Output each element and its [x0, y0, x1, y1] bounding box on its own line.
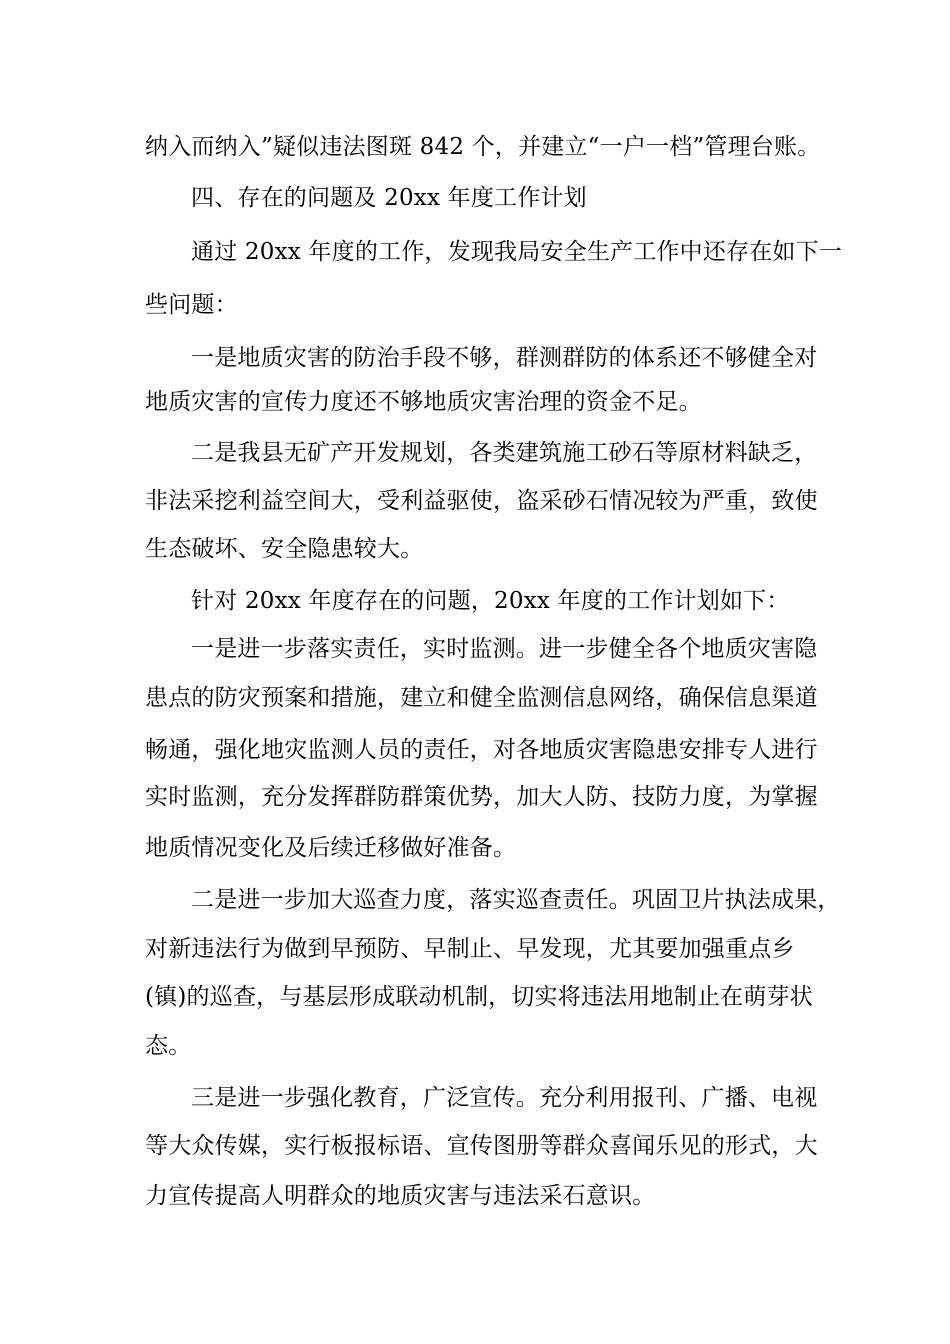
text-line: 三是进一步强化教育，广泛宣传。充分利用报刊、广播、电视	[191, 1085, 818, 1111]
text-line: 一是地质灾害的防治手段不够，群测群防的体系还不够健全对	[191, 345, 818, 371]
text-line: 地质情况变化及后续迁移做好准备。	[145, 835, 517, 861]
text-line: 实时监测，充分发挥群防群策优势，加大人防、技防力度，为掌握	[145, 784, 818, 810]
text-line: 二是我县无矿产开发规划，各类建筑施工砂石等原材料缺乏，	[191, 440, 818, 466]
text-line: 态。	[145, 1033, 192, 1059]
text-line: 对新违法行为做到早预防、早制止、早发现，尤其要加强重点乡	[145, 936, 795, 962]
text-line: 纳入而纳入”疑似违法图斑 842 个，并建立“一户一档”管理台账。	[145, 134, 821, 160]
text-line: 力宣传提高人明群众的地质灾害与违法采石意识。	[145, 1183, 656, 1209]
text-line: 患点的防灾预案和措施，建立和健全监测信息网络，确保信息渠道	[145, 685, 818, 711]
text-line: 等大众传媒，实行板报标语、宣传图册等群众喜闻乐见的形式，大	[145, 1133, 818, 1159]
text-line: 非法采挖利益空间大，受利益驱使，盗采砂石情况较为严重，致使	[145, 488, 818, 514]
text-line: 针对 20xx 年度存在的问题，20xx 年度的工作计划如下：	[191, 588, 790, 614]
text-line: 些问题：	[145, 292, 238, 318]
text-line: 一是进一步落实责任，实时监测。进一步健全各个地质灾害隐	[191, 636, 818, 662]
text-line: 地质灾害的宣传力度还不够地质灾害治理的资金不足。	[145, 389, 702, 415]
section-heading: 四、存在的问题及 20xx 年度工作计划	[191, 185, 587, 211]
text-line: 畅通，强化地灾监测人员的责任，对各地质灾害隐患安排专人进行	[145, 737, 818, 763]
text-line: 通过 20xx 年度的工作，发现我局安全生产工作中还存在如下一	[191, 239, 843, 265]
text-line: 生态破坏、安全隐患较大。	[145, 536, 424, 562]
text-line: (镇)的巡查，与基层形成联动机制，切实将违法用地制止在萌芽状	[145, 984, 813, 1010]
text-line: 二是进一步加大巡查力度，落实巡查责任。巩固卫片执法成果，	[191, 887, 841, 913]
